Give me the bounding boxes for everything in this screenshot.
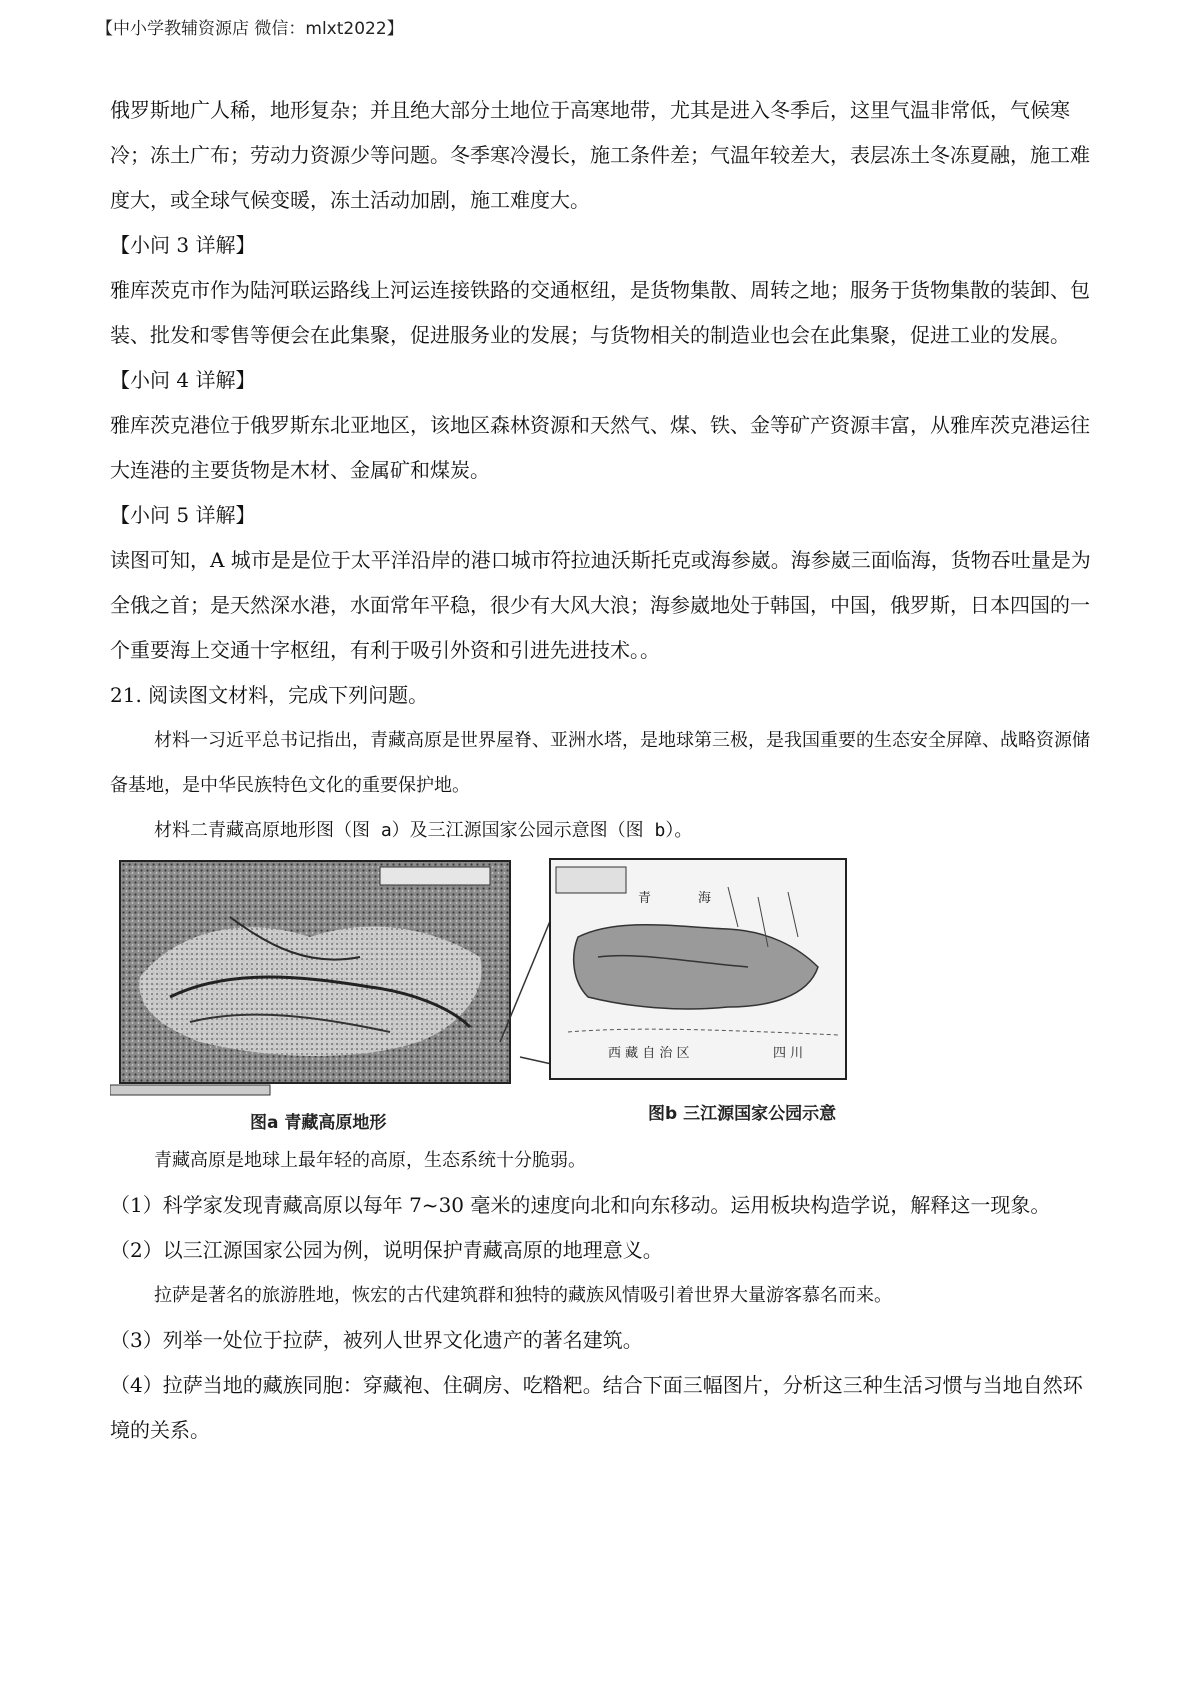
question-21: 21. 阅读图文材料，完成下列问题。 (110, 683, 429, 707)
figure-a-terrain-map (110, 857, 540, 1132)
sub-question-4-heading: 【小问 4 详解】 (110, 368, 256, 392)
figure-a-caption: 图a 青藏高原地形 (250, 1113, 387, 1133)
question-21-1: （1）科学家发现青藏高原以每年 7~30 毫米的速度向北和向东移动。运用板块构造学说，解释这一现象。 (110, 1193, 1051, 1217)
sanjiangyuan-map-image (548, 857, 848, 1087)
terrain-map-image (110, 857, 540, 1097)
watermark: 【中小学教辅资源店 微信：mlxt2022】 (96, 19, 404, 39)
sub-question-5-heading: 【小问 5 详解】 (110, 503, 256, 527)
answer-paragraph-3: 雅库茨克市作为陆河联运路线上河运连接铁路的交通枢纽，是货物集散、周转之地；服务于货物集散的装卸、包装、批发和零售等便会在此集聚，促进服务业的发展；与货物相关的制造业也会在此集聚，促进工业的发展。 (110, 278, 1090, 347)
answer-paragraph-2: 俄罗斯地广人稀，地形复杂；并且绝大部分土地位于高寒地带，尤其是进入冬季后，这里气温非常低，气候寒冷；冻土广布；劳动力资源少等问题。冬季寒冷漫长，施工条件差；气温年较差大，表层冻土冬冻夏融，施工难度大，或全球气候变暖，冻土活动加剧，施工难度大。 (110, 98, 1090, 212)
lhasa-material: 拉萨是著名的旅游胜地，恢宏的古代建筑群和独特的藏族风情吸引着世界大量游客慕名而来。 (154, 1285, 892, 1306)
sichuan-label: 四 川 (773, 1046, 804, 1061)
qinghai-label-part2: 海 (698, 891, 712, 906)
figure-b-sanjiangyuan-map (548, 857, 1100, 1132)
document-body (110, 88, 1100, 1453)
question-21-4: （4）拉萨当地的藏族同胞：穿藏袍、住碉房、吃糌粑。结合下面三幅图片，分析这三种生活习惯与当地自然环境的关系。 (110, 1373, 1083, 1442)
material-two: 材料二青藏高原地形图（图 a）及三江源国家公园示意图（图 b）。 (154, 820, 693, 841)
qinghai-label-part1: 青 (638, 891, 652, 906)
tibet-region-label: 西 藏 自 治 区 (608, 1046, 690, 1061)
answer-paragraph-4: 雅库茨克港位于俄罗斯东北亚地区，该地区森林资源和天然气、煤、铁、金等矿产资源丰富，从雅库茨克港运往大连港的主要货物是木材、金属矿和煤炭。 (110, 413, 1090, 482)
answer-paragraph-5: 读图可知，A 城市是是位于太平洋沿岸的港口城市符拉迪沃斯托克或海参崴。海参崴三面临海，货物吞吐量是为全俄之首；是天然深水港，水面常年平稳，很少有大风大浪；海参崴地处于韩国，中国，俄罗斯，日本四国的一个重要海上交通十字枢纽，有利于吸引外资和引进先进技术。。 (110, 548, 1091, 662)
question-21-3: （3）列举一处位于拉萨，被列人世界文化遗产的著名建筑。 (110, 1328, 643, 1352)
sub-question-3-heading: 【小问 3 详解】 (110, 233, 256, 257)
question-21-2: （2）以三江源国家公园为例，说明保护青藏高原的地理意义。 (110, 1238, 663, 1262)
figure-b-caption: 图b 三江源国家公园示意 (648, 1104, 837, 1124)
material-one: 材料一习近平总书记指出，青藏高原是世界屋脊、亚洲水塔，是地球第三极，是我国重要的生态安全屏障、战略资源储备基地，是中华民族特色文化的重要保护地。 (110, 730, 1090, 796)
figures-row (110, 857, 1100, 1132)
plateau-intro: 青藏高原是地球上最年轻的高原，生态系统十分脆弱。 (154, 1150, 586, 1171)
